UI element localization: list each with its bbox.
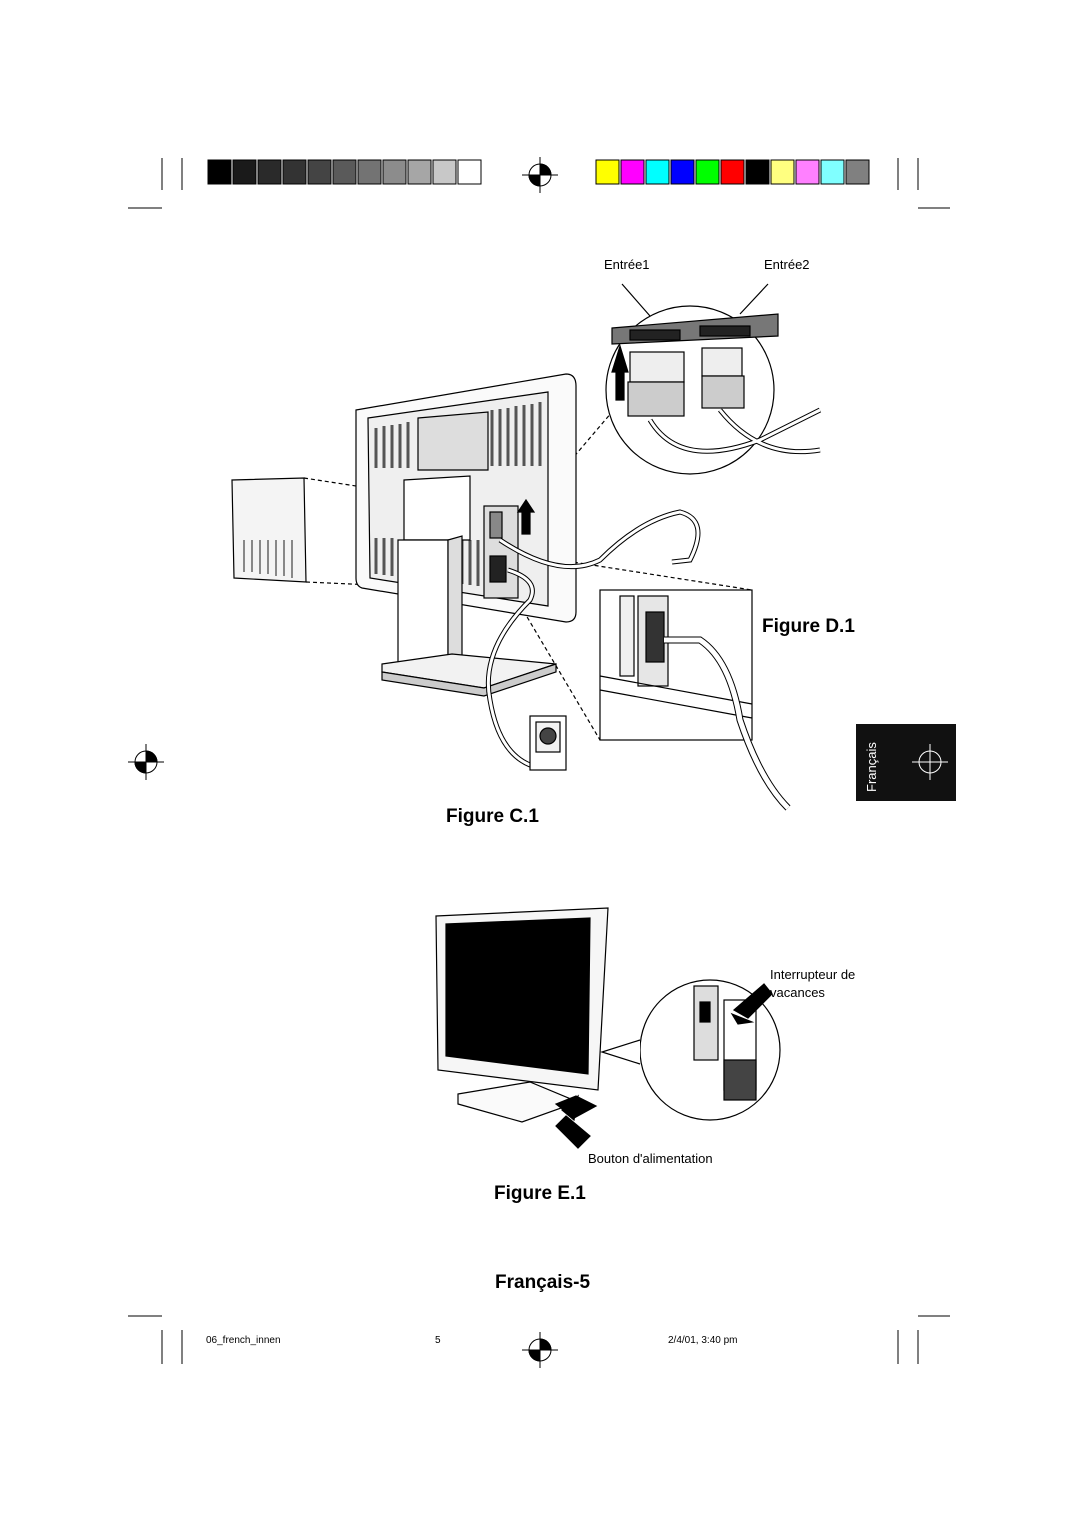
registration-mark-icon	[522, 1332, 558, 1368]
input-connectors-detail	[606, 284, 820, 474]
gray-swatch	[458, 160, 481, 184]
gray-swatch	[358, 160, 381, 184]
color-swatch	[771, 160, 794, 184]
figure-e1-caption: Figure E.1	[494, 1183, 586, 1204]
color-swatch	[821, 160, 844, 184]
power-button-label: Bouton d'alimentation	[588, 1151, 713, 1166]
vacation-switch-label-line2: vacances	[770, 985, 825, 1000]
color-bar-strip	[596, 160, 869, 184]
color-swatch	[671, 160, 694, 184]
gray-swatch	[383, 160, 406, 184]
footer-filename: 06_french_innen	[206, 1335, 281, 1346]
gray-swatch	[283, 160, 306, 184]
gray-swatch	[408, 160, 431, 184]
color-swatch	[696, 160, 719, 184]
footer-timestamp: 2/4/01, 3:40 pm	[668, 1335, 738, 1346]
gray-swatch	[433, 160, 456, 184]
input1-label: Entrée1	[604, 257, 650, 272]
color-swatch	[796, 160, 819, 184]
gray-swatch	[333, 160, 356, 184]
monitor-front-illustration	[436, 908, 780, 1148]
vacation-switch-label	[770, 966, 855, 1002]
registration-mark-icon	[522, 157, 558, 193]
color-swatch	[621, 160, 644, 184]
footer-page-number: 5	[435, 1335, 441, 1346]
language-side-tab-label: Français	[864, 742, 879, 792]
gray-swatch	[308, 160, 331, 184]
page-label: Français-5	[495, 1272, 591, 1293]
color-swatch	[596, 160, 619, 184]
color-swatch	[746, 160, 769, 184]
registration-mark-icon	[128, 744, 164, 780]
color-swatch	[721, 160, 744, 184]
color-swatch	[846, 160, 869, 184]
figure-c1-caption: Figure C.1	[446, 806, 539, 827]
input2-label: Entrée2	[764, 257, 810, 272]
vacation-switch-label-line1: Interrupteur de	[770, 967, 856, 982]
color-swatch	[646, 160, 669, 184]
gray-scale-strip	[208, 160, 481, 184]
figure-d1-caption: Figure D.1	[762, 616, 855, 637]
gray-swatch	[208, 160, 231, 184]
gray-swatch	[233, 160, 256, 184]
gray-swatch	[258, 160, 281, 184]
power-cord-detail	[600, 590, 788, 808]
